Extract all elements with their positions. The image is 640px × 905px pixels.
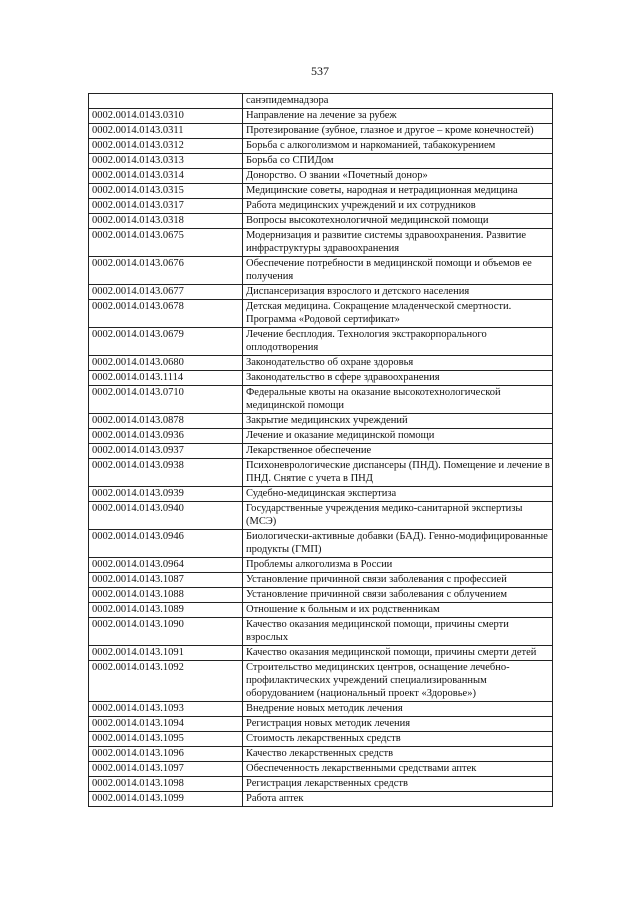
row-description: Качество лекарственных средств [243, 747, 553, 762]
row-description: Регистрация новых методик лечения [243, 717, 553, 732]
row-code: 0002.0014.0143.0680 [89, 356, 243, 371]
table-row [89, 444, 553, 459]
row-description: Законодательство об охране здоровья [243, 356, 553, 371]
table-row [89, 777, 553, 792]
row-description: Психоневрологические диспансеры (ПНД). Помещение и лечение в ПНД. Снятие с учета в ПНД [243, 459, 553, 487]
row-code: 0002.0014.0143.0313 [89, 154, 243, 169]
row-code: 0002.0014.0143.1089 [89, 603, 243, 618]
table-row [89, 300, 553, 328]
row-description: Протезирование (зубное, глазное и другое – кроме конечностей) [243, 124, 553, 139]
row-code: 0002.0014.0143.1090 [89, 618, 243, 646]
row-code: 0002.0014.0143.1097 [89, 762, 243, 777]
table-row [89, 487, 553, 502]
row-description: Качество оказания медицинской помощи, причины смерти детей [243, 646, 553, 661]
table-row [89, 356, 553, 371]
classifier-table [88, 93, 553, 807]
row-code: 0002.0014.0143.1098 [89, 777, 243, 792]
row-description: Закрытие медицинских учреждений [243, 414, 553, 429]
row-code: 0002.0014.0143.0940 [89, 502, 243, 530]
table-row [89, 502, 553, 530]
row-description: Качество оказания медицинской помощи, причины смерти взрослых [243, 618, 553, 646]
row-description: Стоимость лекарственных средств [243, 732, 553, 747]
row-description: Обеспечение потребности в медицинской помощи и объемов ее получения [243, 257, 553, 285]
row-description: Установление причинной связи заболевания с профессией [243, 573, 553, 588]
table-row [89, 414, 553, 429]
row-description: Строительство медицинских центров, оснащение лечебно-профилактических учреждений специализированным оборудованием (национальный проект «Здоровье») [243, 661, 553, 702]
table-row [89, 124, 553, 139]
row-code: 0002.0014.0143.0310 [89, 109, 243, 124]
row-description: санэпидемнадзора [243, 94, 553, 109]
row-description: Диспансеризация взрослого и детского населения [243, 285, 553, 300]
table-row [89, 646, 553, 661]
row-code: 0002.0014.0143.1099 [89, 792, 243, 807]
row-description: Направление на лечение за рубеж [243, 109, 553, 124]
row-description: Модернизация и развитие системы здравоохранения. Развитие инфраструктуры здравоохранения [243, 229, 553, 257]
table-row [89, 386, 553, 414]
table-row [89, 169, 553, 184]
table-row [89, 747, 553, 762]
row-description: Лекарственное обеспечение [243, 444, 553, 459]
row-code: 0002.0014.0143.1096 [89, 747, 243, 762]
row-code: 0002.0014.0143.0317 [89, 199, 243, 214]
table-row [89, 285, 553, 300]
row-code: 0002.0014.0143.0678 [89, 300, 243, 328]
table-row [89, 558, 553, 573]
row-code: 0002.0014.0143.0938 [89, 459, 243, 487]
row-code: 0002.0014.0143.1114 [89, 371, 243, 386]
row-code: 0002.0014.0143.0939 [89, 487, 243, 502]
table-row [89, 184, 553, 199]
row-description: Вопросы высокотехнологичной медицинской помощи [243, 214, 553, 229]
table-row [89, 229, 553, 257]
table-row [89, 257, 553, 285]
row-description: Установление причинной связи заболевания с облучением [243, 588, 553, 603]
row-description: Государственные учреждения медико-санитарной экспертизы (МСЭ) [243, 502, 553, 530]
row-code: 0002.0014.0143.1088 [89, 588, 243, 603]
row-description: Обеспеченность лекарственными средствами аптек [243, 762, 553, 777]
row-code: 0002.0014.0143.0946 [89, 530, 243, 558]
row-code: 0002.0014.0143.0314 [89, 169, 243, 184]
row-code: 0002.0014.0143.1087 [89, 573, 243, 588]
table-row [89, 717, 553, 732]
table-row [89, 762, 553, 777]
row-code [89, 94, 243, 109]
row-description: Детская медицина. Сокращение младенческой смертности. Программа «Родовой сертификат» [243, 300, 553, 328]
row-description: Биологически-активные добавки (БАД). Генно-модифицированные продукты (ГМП) [243, 530, 553, 558]
row-description: Законодательство в сфере здравоохранения [243, 371, 553, 386]
row-code: 0002.0014.0143.0710 [89, 386, 243, 414]
table-row [89, 661, 553, 702]
row-description: Внедрение новых методик лечения [243, 702, 553, 717]
row-code: 0002.0014.0143.1094 [89, 717, 243, 732]
row-code: 0002.0014.0143.1093 [89, 702, 243, 717]
row-code: 0002.0014.0143.0675 [89, 229, 243, 257]
table-row [89, 618, 553, 646]
row-code: 0002.0014.0143.0677 [89, 285, 243, 300]
row-description: Отношение к больным и их родственникам [243, 603, 553, 618]
table-row [89, 139, 553, 154]
row-description: Судебно-медицинская экспертиза [243, 487, 553, 502]
row-code: 0002.0014.0143.0318 [89, 214, 243, 229]
row-description: Лечение бесплодия. Технология экстракорпорального оплодотворения [243, 328, 553, 356]
table-row [89, 702, 553, 717]
row-description: Лечение и оказание медицинской помощи [243, 429, 553, 444]
row-code: 0002.0014.0143.0311 [89, 124, 243, 139]
table-row [89, 588, 553, 603]
row-code: 0002.0014.0143.0937 [89, 444, 243, 459]
page-number: 537 [311, 64, 329, 78]
classifier-table-body [89, 94, 553, 807]
row-description: Борьба с алкоголизмом и наркоманией, табакокурением [243, 139, 553, 154]
row-description: Регистрация лекарственных средств [243, 777, 553, 792]
table-row [89, 154, 553, 169]
table-row [89, 792, 553, 807]
row-code: 0002.0014.0143.0312 [89, 139, 243, 154]
row-description: Донорство. О звании «Почетный донор» [243, 169, 553, 184]
table-row [89, 94, 553, 109]
row-code: 0002.0014.0143.1092 [89, 661, 243, 702]
table-row [89, 371, 553, 386]
row-code: 0002.0014.0143.1091 [89, 646, 243, 661]
row-code: 0002.0014.0143.0679 [89, 328, 243, 356]
row-description: Проблемы алкоголизма в России [243, 558, 553, 573]
table-row [89, 732, 553, 747]
table-row [89, 459, 553, 487]
row-description: Медицинские советы, народная и нетрадиционная медицина [243, 184, 553, 199]
table-row [89, 328, 553, 356]
row-code: 0002.0014.0143.1095 [89, 732, 243, 747]
row-description: Федеральные квоты на оказание высокотехнологической медицинской помощи [243, 386, 553, 414]
table-row [89, 429, 553, 444]
table-row [89, 199, 553, 214]
table-row [89, 214, 553, 229]
row-code: 0002.0014.0143.0676 [89, 257, 243, 285]
row-code: 0002.0014.0143.0964 [89, 558, 243, 573]
row-description: Работа медицинских учреждений и их сотрудников [243, 199, 553, 214]
row-description: Борьба со СПИДом [243, 154, 553, 169]
row-description: Работа аптек [243, 792, 553, 807]
row-code: 0002.0014.0143.0936 [89, 429, 243, 444]
row-code: 0002.0014.0143.0878 [89, 414, 243, 429]
table-row [89, 530, 553, 558]
table-row [89, 603, 553, 618]
table-row [89, 573, 553, 588]
table-row [89, 109, 553, 124]
row-code: 0002.0014.0143.0315 [89, 184, 243, 199]
